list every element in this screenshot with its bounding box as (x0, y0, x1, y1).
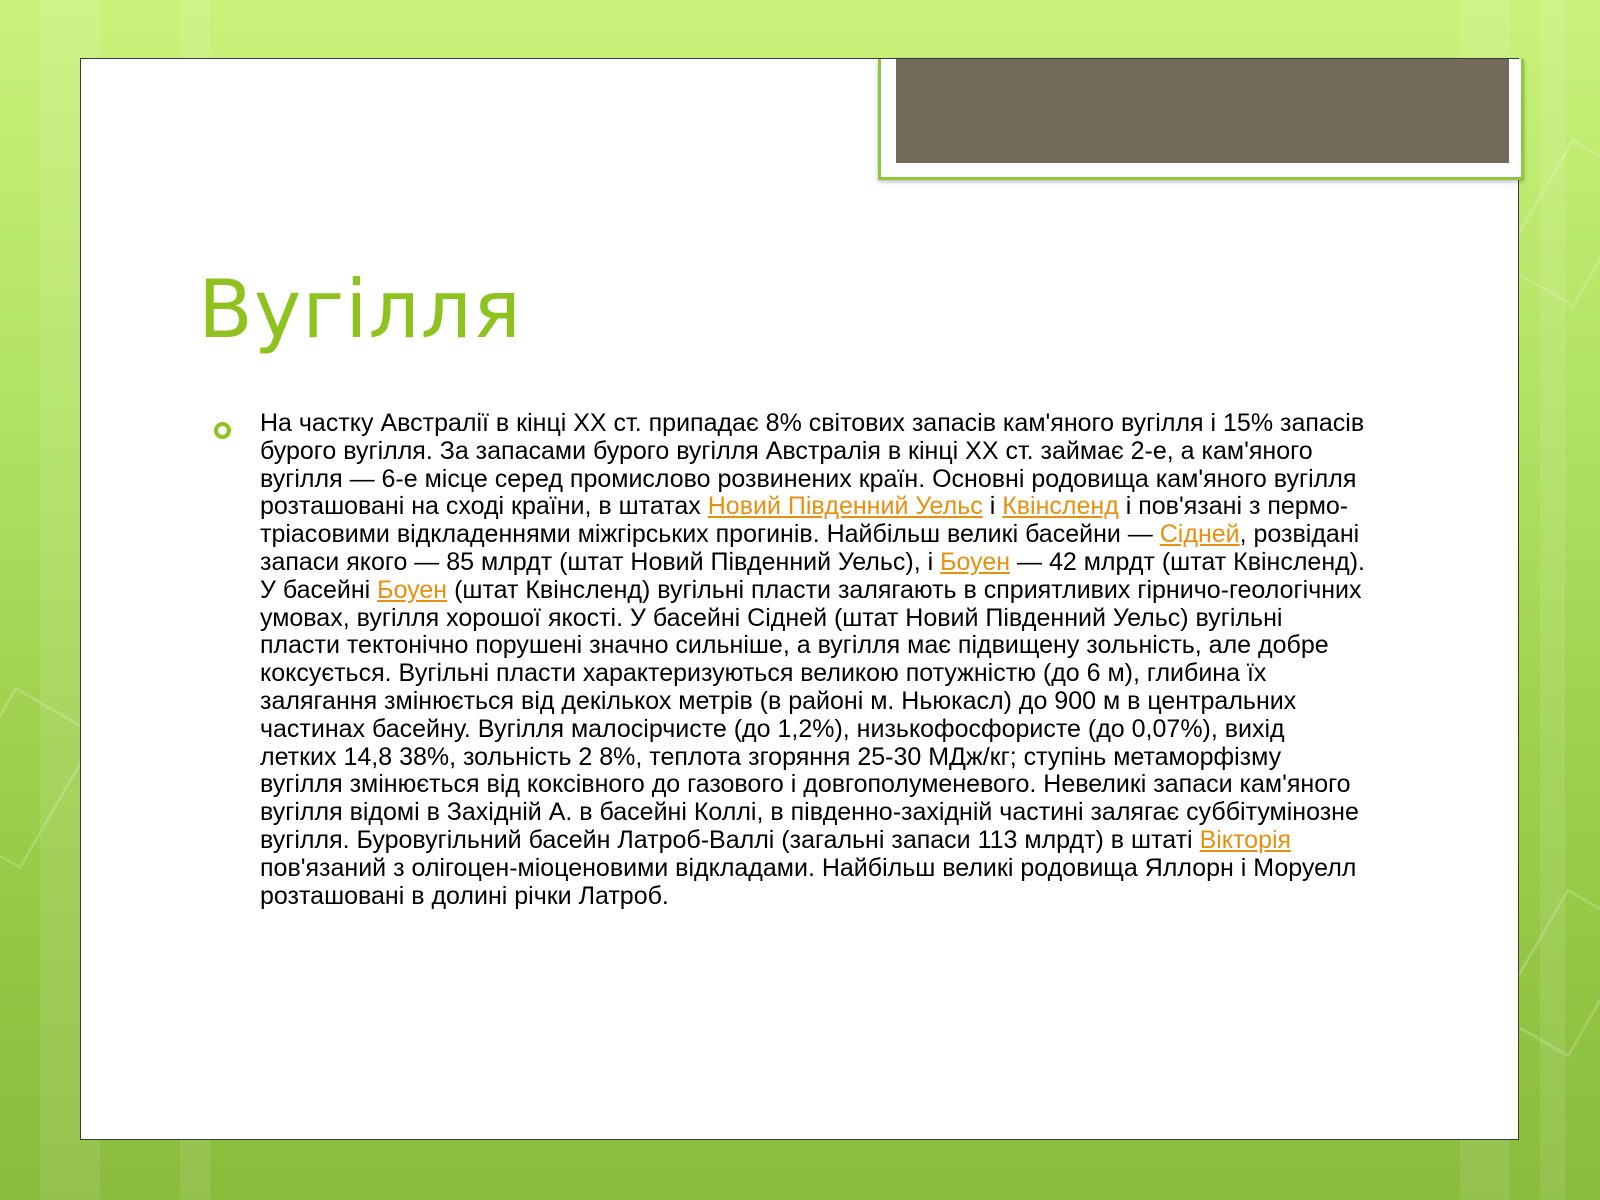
hyperlink[interactable]: Сідней (1159, 520, 1240, 549)
hyperlink[interactable]: Вікторія (1199, 825, 1292, 854)
bullet-icon (214, 422, 231, 439)
photo-frame (878, 59, 1524, 180)
paragraph-text: На частку Австралії в кінці XX ст. припадає 8% світових запасів кам'яного вугілля і 15% запасів бурого вугілля. За запасами бурого вугілля Австралія в кінці XX ст. займає 2-е, а кам'яного вугілля — 6-е місце серед промислово розвинених країн. Основні родовища кам'яного вугілля розташовані на сході країни, в штатах (260, 409, 1365, 521)
hyperlink[interactable]: Боуен (940, 547, 1011, 576)
body-paragraph (260, 410, 1368, 910)
paragraph-text: пов'язаний з олігоцен-міоценовими відкладами. Найбільш великі родовища Яллорн і Моруелл розташовані в долині річки Латроб. (260, 853, 1357, 910)
hyperlink[interactable]: Новий Південний Уельс (707, 492, 983, 521)
slide-title: Вугілля (198, 263, 522, 356)
hyperlink[interactable]: Боуен (377, 575, 448, 604)
paragraph-text: , розвідані запаси якого — 85 млрдт (штат Новий Південний Уельс), і (260, 520, 1360, 576)
paragraph-text: і (982, 492, 1003, 521)
paragraph-text: і пов'язані з пермо-тріасовими відкладеннями міжгірських прогинів. Найбільш великі басейни — (260, 492, 1349, 549)
hyperlink[interactable]: Квінсленд (1002, 492, 1119, 521)
paragraph-text: (штат Квінсленд) вугільні пласти залягають в сприятливих гірничо-геологічних умовах, вугілля хорошої якості. У басейні Сідней (штат Новий Південний Уельс) вугільні пласти тектонічно порушені значно сильніше, а вугілля має підвищену зольність, але добре коксується. Вугільні пласти характеризуються великою потужністю (до 6 м), глибина їх залягання змінюється від декількох метрів (в районі м. Ньюкасл) до 900 м в центральних частинах басейну. Вугілля малосірчисте (до 1,2%), низькофосфористе (до 0,07%), вихід летких 14,8 38%, зольність 2 8%, теплота згоряння 25-30 МДж/кг; ступінь метаморфізму вугілля змінюється від коксівного до газового і довгополуменевого. Невеликі запаси кам'яного вугілля відомі в Західній А. в басейні Коллі, в південно-західній частині залягає суббітумінозне вугілля. Буровугільний басейн Латроб-Валлі (загальні запаси 113 млрдт) в штаті (260, 575, 1362, 854)
photo-image (896, 59, 1509, 163)
paragraph-text: — 42 млрдт (штат Квінсленд). У басейні (260, 547, 1365, 604)
